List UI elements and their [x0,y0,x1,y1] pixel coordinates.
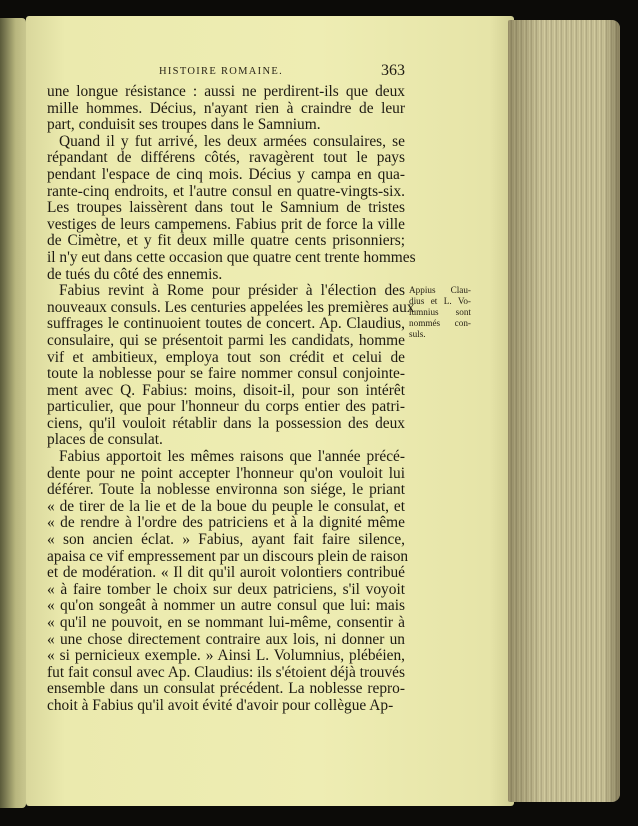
text-line: « si pernicieux exemple. » Ainsi L. Volumnius, plébéien, [47,647,405,665]
margin-note [409,285,471,340]
text-line: places de consulat. [47,431,163,449]
paragraph [47,448,409,715]
page-edges-shadow [508,20,620,802]
text-line: « qu'il ne pouvoit, en se nommant lui-même, consentir à [47,614,405,631]
text-line: « de tirer de la lie et de la boue du peuple le consulat, et [47,497,405,515]
text-line: suffrages le continuoient toutes de concert. Ap. Claudius, [47,315,405,333]
text-line: toute la noblesse pour se faire nommer consul conjointe- [47,365,405,383]
text-line: « une chose directement contraire aux lois, ni donner un [47,630,405,648]
text-line: vif et ambitieux, employa tout son crédit et celui de [47,348,405,366]
text-line: « à faire tomber le choix sur deux patriciens, s'il voyoit [47,580,405,598]
page-number: 363 [381,62,405,79]
paragraph [47,132,416,283]
text-line: il n'y eut dans cette occasion que quatre cent trente hommes [47,248,416,266]
text-line: et de modération. « Il dit qu'il auroit volontiers contribué [47,564,405,582]
text-line: « de rendre à l'ordre des patriciens et à la dignité même [47,514,405,532]
text-line: vestiges de leurs campemens. Fabius prit de force la ville [47,215,405,233]
text-line: choit à Fabius qu'il avoit évité d'avoir pour collègue Ap- [47,696,394,714]
text-line: de Cimètre, et y fit deux mille quatre cents prisonniers; [47,232,405,250]
text-line: Fabius apportoit les mêmes raisons que l'année précé- [59,448,405,466]
margin-note-line: Appius Clau- [409,285,471,295]
text-line: rante-cinq endroits, et l'autre consul en quatre-vingts-six. [47,182,405,200]
previous-page-edge [0,18,26,808]
running-title: HISTOIRE ROMAINE. [159,66,283,77]
page-header [47,62,405,82]
text-line: apaisa ce vif empressement par un discours plein de raison [47,547,409,565]
text-line: fut fait consul avec Ap. Claudius: ils s'étoient déjà trouvés [47,663,405,681]
text-line: « son ancien éclat. » Fabius, ayant fait faire silence, [47,531,405,549]
text-line: répandant de différens côtés, ravagèrent tout le pays [47,149,405,167]
text-line: part, conduisit ses troupes dans le Samnium. [47,116,321,134]
text-line: Quand il y fut arrivé, les deux armées consulaires, se [59,132,405,150]
text-line: une longue résistance : aussi ne perdirent-ils que deux [47,83,405,100]
text-line: de tués du côté des ennemis. [47,265,223,283]
body-text [47,83,416,715]
margin-note-line: dius et L. Vo- [409,296,471,306]
margin-note-line: lumnius sont [409,307,471,317]
text-line: dente pour ne point accepter l'honneur qu'on vouloit lui [47,464,405,482]
paragraph [47,282,415,449]
margin-note-line: suls. [409,329,426,339]
text-line: Les troupes laissèrent dans tout le Samnium de tristes [47,199,405,217]
text-line: « qu'on songeât à nommer un autre consul que lui: mais [47,597,405,615]
text-line: nouveaux consuls. Les centuries appelées les premières aux [47,298,415,316]
text-line: particulier, que pour l'honneur du corps entier des patri- [47,398,405,416]
text-line: ciens, qu'il vouloit rétablir dans la possession des deux [47,414,405,432]
text-line: déférer. Toute la noblesse environna son siége, le priant [47,481,405,499]
margin-note-line: nommés con- [409,318,471,328]
text-line: mille hommes. Décius, n'ayant rien à craindre de leur [47,99,405,117]
text-line: Fabius revint à Rome pour présider à l'élection des [59,282,405,300]
text-line: ment avec Q. Fabius: moins, disoit-il, pour son intérêt [47,381,405,399]
text-line: ensemble dans un consulat précédent. La noblesse repro- [47,680,405,698]
text-line: pendant l'espace de cinq mois. Décius y campa en qua- [47,165,405,183]
paragraph [47,84,405,134]
text-line: consulaire, qui se présentoit parmi les candidats, homme [47,331,405,349]
